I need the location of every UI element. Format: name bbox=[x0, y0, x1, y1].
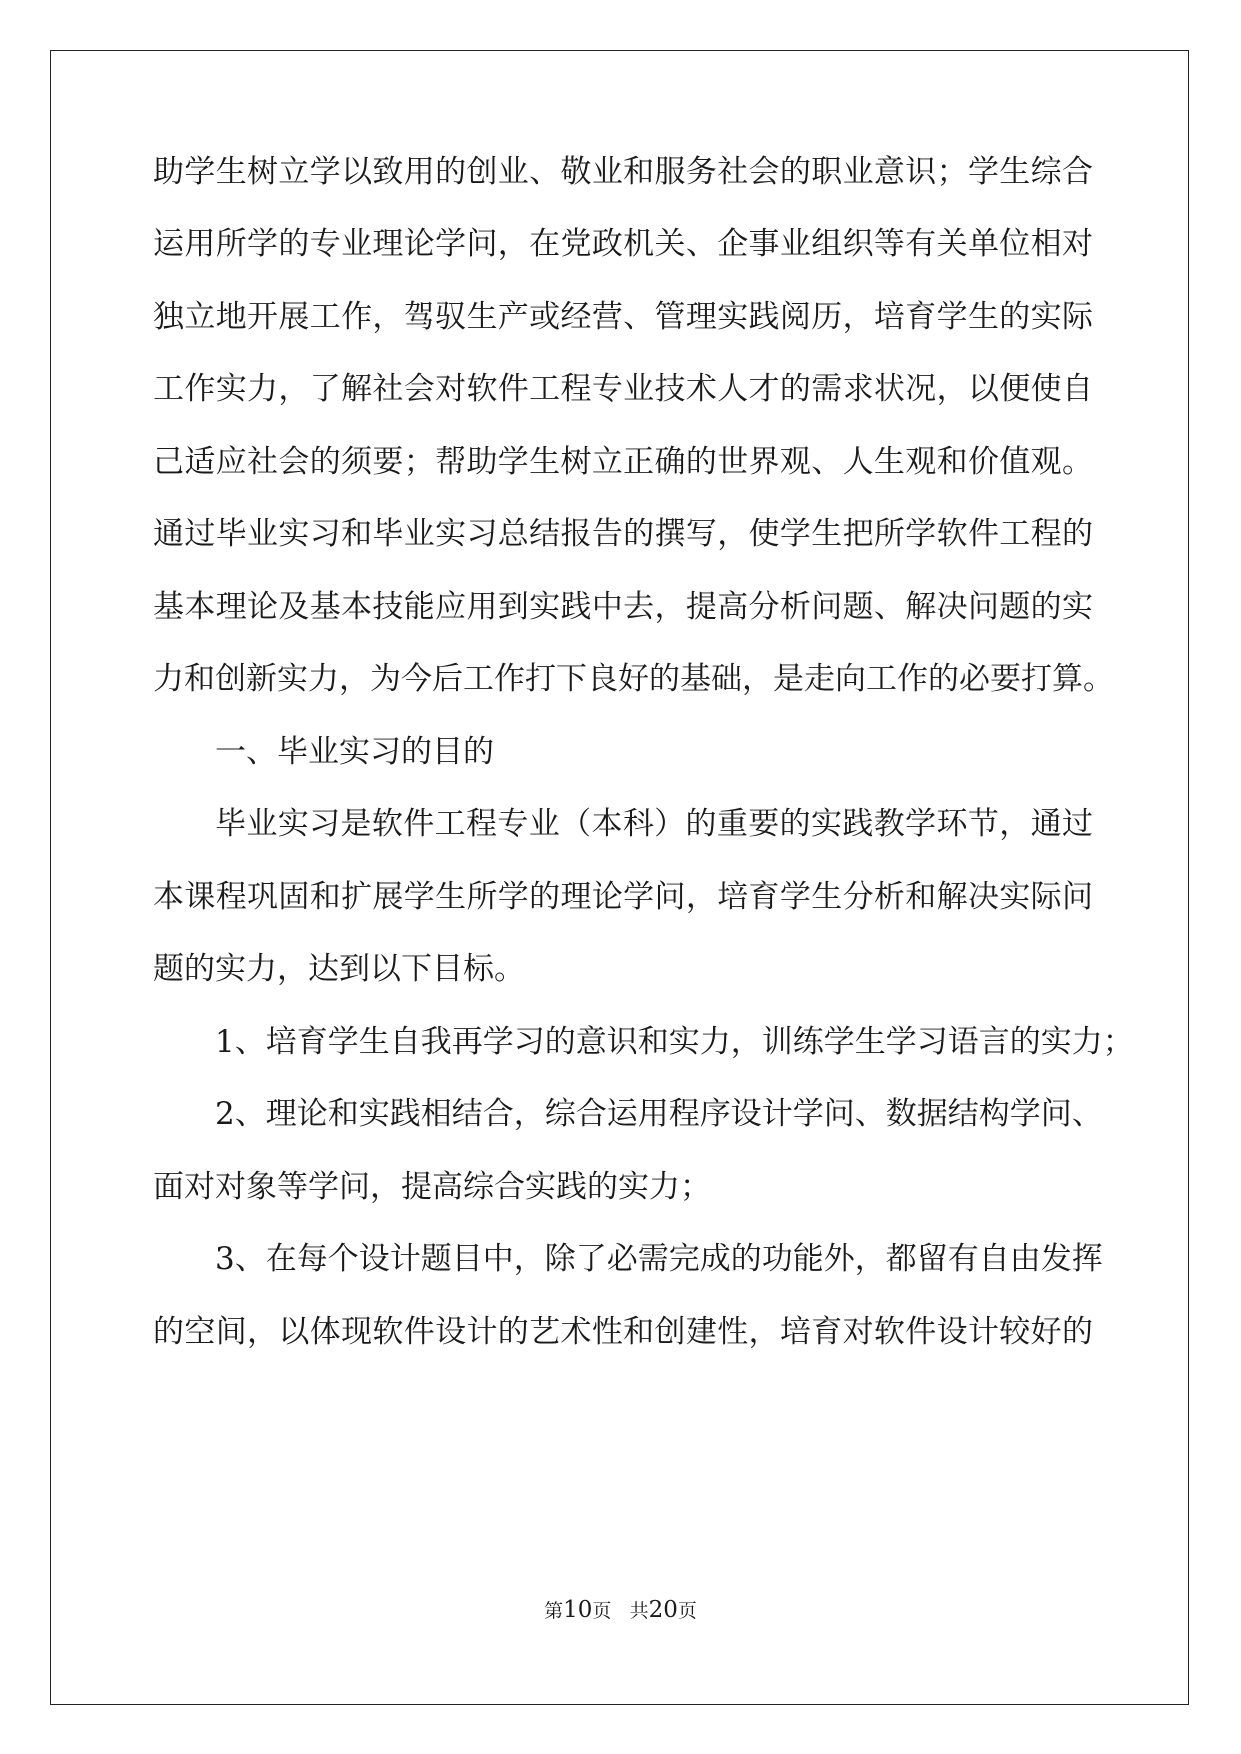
list-item-3: 3、在每个设计题目中，除了必需完成的功能外，都留有自由发挥 bbox=[215, 1241, 1103, 1277]
footer-page-number: 10 bbox=[563, 1597, 593, 1623]
footer-page-suffix: 页 bbox=[592, 1600, 612, 1622]
list-item-1: 1、培育学生自我再学习的意识和实力，训练学生学习语言的实力； bbox=[215, 1024, 1134, 1060]
page-footer bbox=[0, 1596, 1241, 1623]
footer-page-prefix: 第 bbox=[544, 1600, 564, 1622]
body-line-11: 本课程巩固和扩展学生所学的理论学问，培育学生分析和解决实际问 bbox=[153, 879, 1093, 915]
footer-total-suffix: 页 bbox=[677, 1600, 697, 1622]
body-line-7: 基本理论及基本技能应用到实践中去，提高分析问题、解决问题的实 bbox=[153, 589, 1093, 625]
section-heading: 一、毕业实习的目的 bbox=[215, 734, 494, 770]
list-item-2-cont: 面对对象等学问，提高综合实践的实力； bbox=[153, 1169, 711, 1205]
body-line-6: 通过毕业实习和毕业实习总结报告的撰写，使学生把所学软件工程的 bbox=[153, 516, 1093, 552]
body-line-4: 工作实力，了解社会对软件工程专业技术人才的需求状况，以便使自 bbox=[153, 371, 1093, 407]
body-line-10: 毕业实习是软件工程专业（本科）的重要的实践教学环节，通过 bbox=[215, 806, 1093, 842]
footer-total-prefix: 共 bbox=[629, 1600, 649, 1622]
body-line-2: 运用所学的专业理论学问，在党政机关、企事业组织等有关单位相对 bbox=[153, 226, 1093, 262]
list-item-2: 2、理论和实践相结合，综合运用程序设计学问、数据结构学问、 bbox=[215, 1096, 1103, 1132]
list-item-3-cont: 的空间，以体现软件设计的艺术性和创建性，培育对软件设计较好的 bbox=[153, 1314, 1093, 1350]
body-line-12: 题的实力，达到以下目标。 bbox=[153, 951, 525, 987]
body-line-8: 力和创新实力，为今后工作打下良好的基础，是走向工作的必要打算。 bbox=[153, 661, 1114, 697]
body-line-1: 助学生树立学以致用的创业、敬业和服务社会的职业意识；学生综合 bbox=[153, 154, 1093, 190]
footer-total-pages: 20 bbox=[648, 1597, 678, 1623]
body-line-5: 己适应社会的须要；帮助学生树立正确的世界观、人生观和价值观。 bbox=[153, 444, 1093, 480]
body-line-3: 独立地开展工作，驾驭生产或经营、管理实践阅历，培育学生的实际 bbox=[153, 299, 1093, 335]
